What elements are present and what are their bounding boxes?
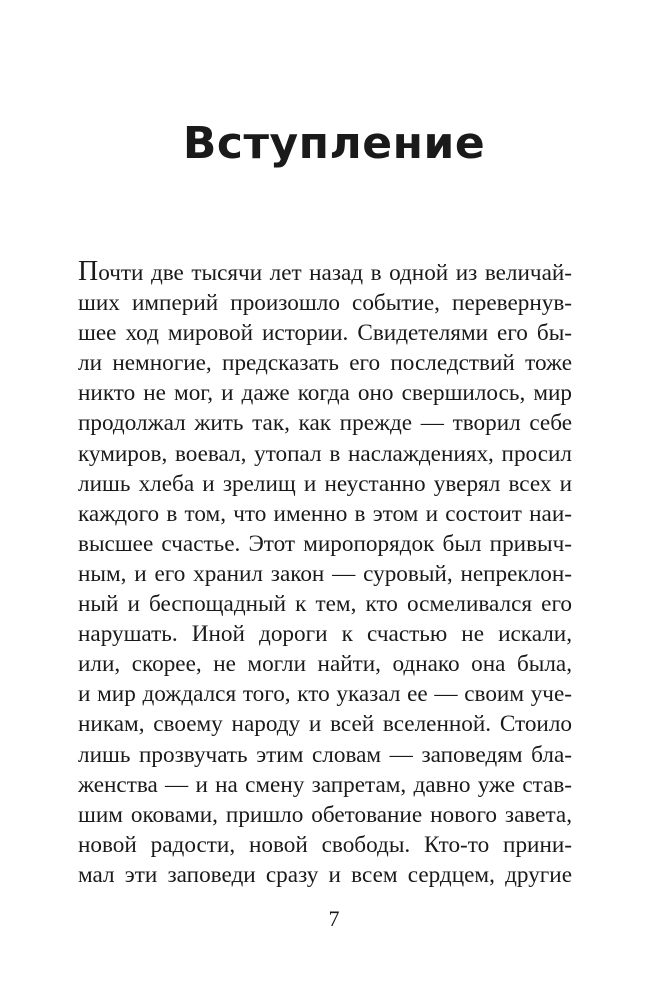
text-line: высшее счастье. Этот миропорядок был привыч- [78,530,572,557]
text-line: женства — и на смену запретам, давно уже став- [78,771,572,798]
text-line: ли немногие, предсказать его последствий тоже [78,350,572,377]
text-line: ным, и его хранил закон — суровый, непреклон- [78,560,572,587]
text-line: продолжал жить так, как прежде — творил себе [78,410,572,437]
text-line: лишь прозвучать этим словам — заповедям бла- [78,741,572,768]
text-line: кумиров, воевал, утопал в наслаждениях, просил [78,440,572,467]
text-line: шее ход мировой истории. Свидетелями его бы- [78,320,572,347]
text-line: новой радости, новой свободы. Кто-то прини- [78,831,572,858]
text-line: мал эти заповеди сразу и всем сердцем, другие [78,861,572,888]
page-number: 7 [328,906,340,931]
text-line: ный и беспощадный к тем, кто осмеливался его [78,591,572,618]
text-line: нарушать. Иной дороги к счастью не искали, [78,621,572,648]
text-line: каждого в том, что именно в этом и состоит наи- [78,500,572,527]
text-line: никам, своему народу и всей вселенной. Стоило [78,711,572,738]
text-line: никто не мог, и даже когда оно свершилось, мир [78,380,572,407]
text-line: или, скорее, не могли найти, однако она была, [78,651,572,678]
chapter-title: Вступление [182,118,486,169]
text-line: шим оковами, пришло обетование нового завета, [78,801,572,828]
text-line: ших империй произошло событие, перевернув- [78,290,572,317]
text-line: лишь хлеба и зрелищ и неустанно уверял всех и [78,470,572,497]
text-line: и мир дождался того, кто указал ее — своим уче- [78,681,572,708]
body-text [78,257,572,890]
text-line: Почти две тысячи лет назад в одной из величай- [78,256,572,287]
